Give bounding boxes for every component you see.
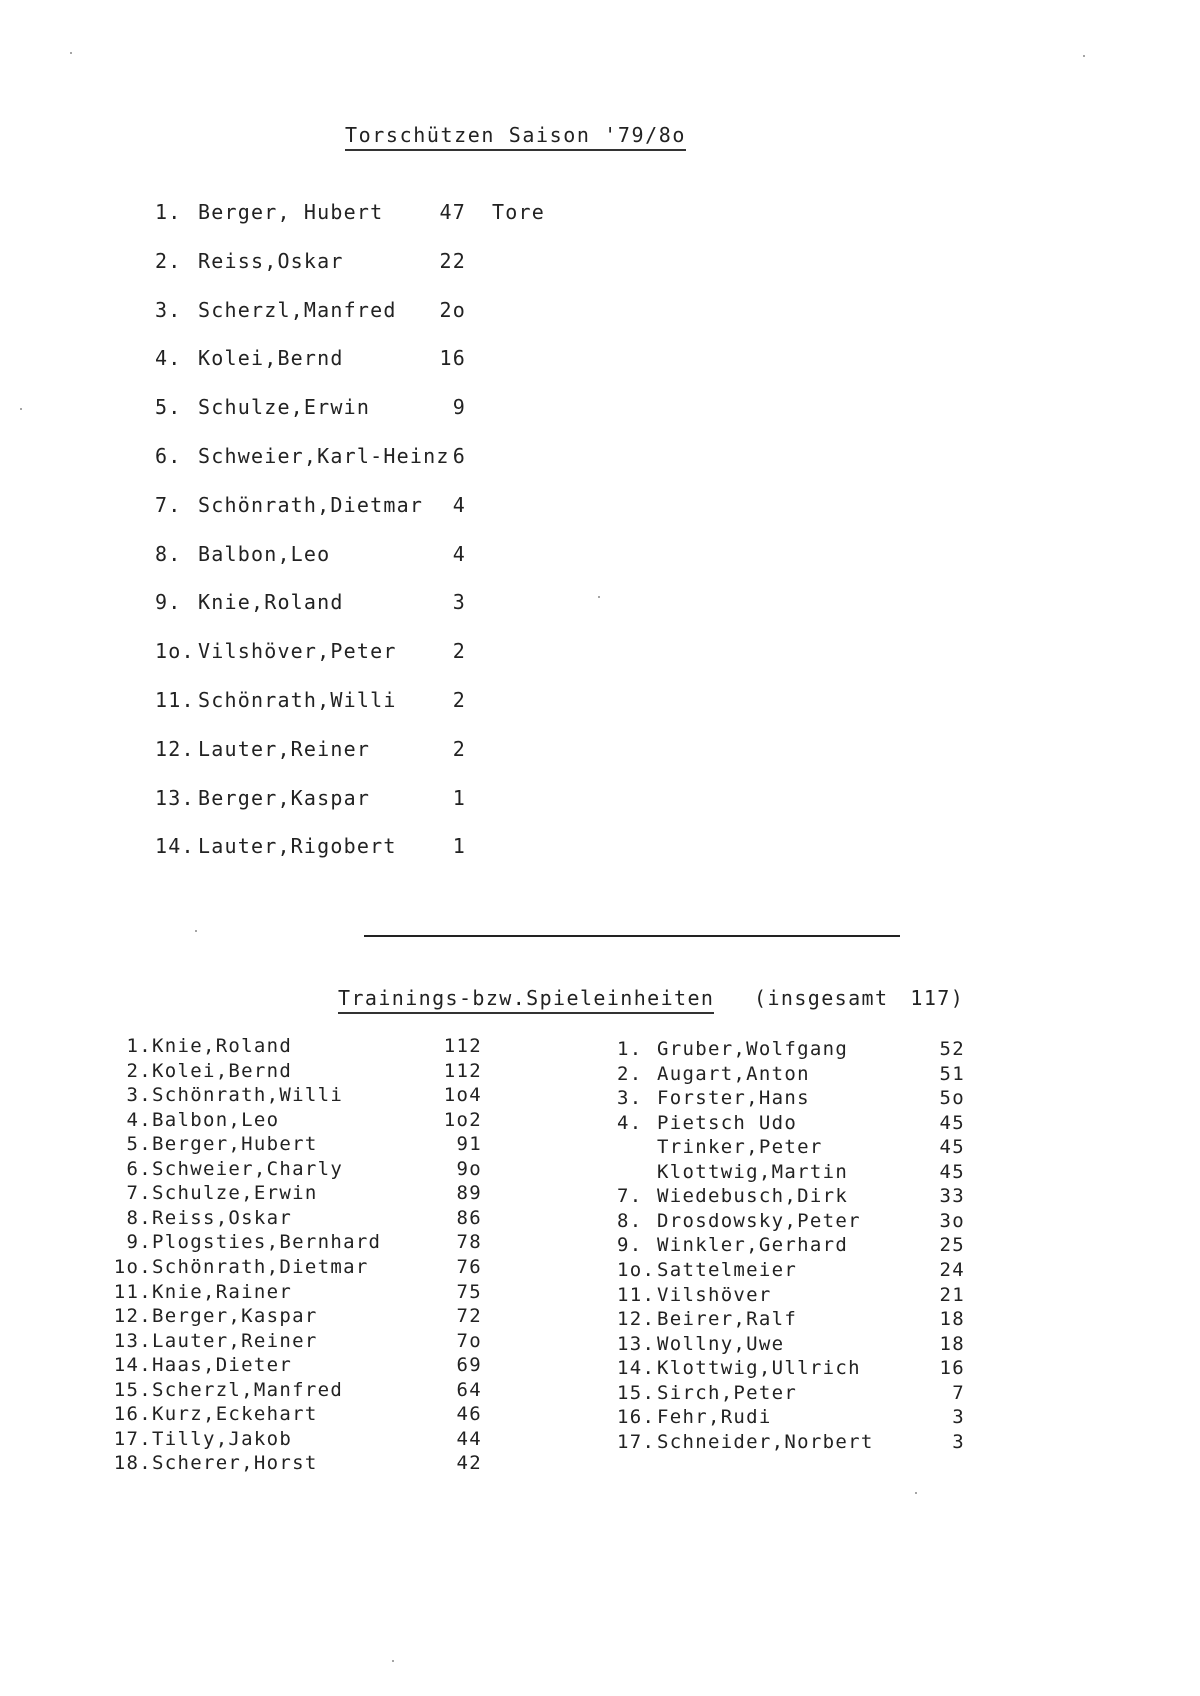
player-name: Knie,Roland — [198, 590, 344, 615]
rank-label: 7. — [155, 492, 182, 517]
player-value: 3o — [939, 1209, 965, 1232]
training-total-value: 117) — [910, 986, 965, 1010]
rank-label: 4. — [617, 1111, 643, 1134]
player-name: Schweier,Charly — [152, 1157, 344, 1180]
player-value: 9o — [456, 1157, 482, 1180]
player-value: 2o — [439, 297, 466, 322]
player-name: Berger,Hubert — [152, 1133, 318, 1156]
player-value: 44 — [456, 1427, 482, 1450]
player-value: 3 — [952, 1406, 965, 1429]
player-name: Reiss,Oskar — [152, 1206, 293, 1229]
player-value: 1 — [452, 785, 466, 810]
rank-label: 2. — [155, 248, 182, 273]
rank-label: 5. — [126, 1133, 152, 1156]
rank-label: 2. — [126, 1059, 152, 1082]
player-value: 45 — [939, 1136, 965, 1159]
player-value: 9 — [452, 395, 466, 420]
player-value: 18 — [939, 1332, 965, 1355]
section-divider — [364, 935, 900, 937]
rank-label: 3. — [155, 297, 182, 322]
player-name: Augart,Anton — [657, 1062, 810, 1085]
player-name: Wiedebusch,Dirk — [657, 1185, 849, 1208]
player-value: 16 — [939, 1357, 965, 1380]
scan-speck — [598, 596, 600, 598]
rank-label: 7. — [126, 1182, 152, 1205]
player-name: Knie,Roland — [152, 1035, 293, 1057]
rank-label: 2. — [617, 1062, 643, 1085]
player-value: 18 — [939, 1308, 965, 1331]
rank-label: 1. — [126, 1035, 152, 1057]
rank-label: 12. — [617, 1308, 656, 1331]
player-value: 25 — [939, 1234, 965, 1257]
player-value: 1o4 — [443, 1084, 482, 1107]
player-value: 3 — [952, 1430, 965, 1453]
rank-label: 11. — [113, 1280, 152, 1303]
scan-speck — [915, 1492, 917, 1494]
player-value: 5o — [939, 1087, 965, 1110]
rank-label: 12. — [155, 736, 195, 761]
rank-label: 14. — [617, 1357, 656, 1380]
player-name: Lauter,Reiner — [152, 1329, 318, 1352]
player-value: 51 — [939, 1062, 965, 1085]
training-heading: Trainings-bzw.Spieleinheiten — [338, 986, 714, 1014]
player-name: Scherzl,Manfred — [198, 297, 397, 322]
player-name: Schneider,Norbert — [657, 1430, 874, 1453]
player-name: Scherer,Horst — [152, 1452, 318, 1475]
player-value: 69 — [456, 1354, 482, 1377]
player-name: Trinker,Peter — [657, 1136, 823, 1159]
rank-label: 1o. — [113, 1255, 152, 1278]
player-name: Lauter,Rigobert — [198, 834, 397, 859]
scan-speck — [20, 408, 22, 410]
player-value: 112 — [443, 1059, 482, 1082]
player-name: Kurz,Eckehart — [152, 1403, 318, 1426]
rank-label: 17. — [617, 1430, 656, 1453]
player-name: Vilshöver — [657, 1283, 772, 1306]
player-value: 33 — [939, 1185, 965, 1208]
player-name: Schönrath,Dietmar — [198, 492, 424, 517]
player-value: 22 — [439, 248, 466, 273]
player-value: 2 — [452, 736, 466, 761]
player-name: Drosdowsky,Peter — [657, 1209, 861, 1232]
rank-label: 15. — [617, 1381, 656, 1404]
goal-scorers-title: Torschützen Saison '79/8o — [345, 123, 686, 151]
player-value: 4 — [452, 541, 466, 566]
player-value: 3 — [452, 590, 466, 615]
player-value: 72 — [456, 1305, 482, 1328]
player-value: 24 — [939, 1258, 965, 1281]
player-name: Berger,Kaspar — [152, 1305, 318, 1328]
player-value: 46 — [456, 1403, 482, 1426]
player-name: Schweier,Karl-Heinz — [198, 444, 450, 468]
rank-label: 16. — [113, 1403, 152, 1426]
player-name: Balbon,Leo — [152, 1108, 280, 1131]
player-name: Lauter,Reiner — [198, 736, 371, 761]
player-value: 2 — [452, 688, 466, 712]
training-total — [754, 986, 964, 1010]
rank-label: 3. — [126, 1084, 152, 1107]
rank-label: 11. — [155, 688, 195, 712]
rank-label: 14. — [113, 1354, 152, 1377]
rank-label: 15. — [113, 1378, 152, 1401]
player-name: Balbon,Leo — [198, 541, 331, 566]
rank-label: 13. — [617, 1332, 656, 1355]
player-name: Gruber,Wolfgang — [657, 1038, 849, 1060]
player-value: 7 — [952, 1381, 965, 1404]
rank-label: 5. — [155, 395, 182, 420]
player-value: 1o2 — [443, 1108, 482, 1131]
rank-label: 8. — [155, 541, 182, 566]
player-name: Sattelmeier — [657, 1258, 798, 1281]
rank-label: 17. — [113, 1427, 152, 1450]
player-name: Plogsties,Bernhard — [152, 1231, 382, 1254]
rank-label: 18. — [113, 1452, 152, 1475]
player-value: 6 — [452, 444, 466, 468]
player-name: Schönrath,Willi — [152, 1084, 344, 1107]
player-value: 45 — [939, 1160, 965, 1183]
player-value: 21 — [939, 1283, 965, 1306]
player-name: Berger, Hubert — [198, 200, 384, 224]
player-name: Scherzl,Manfred — [152, 1378, 344, 1401]
player-name: Sirch,Peter — [657, 1381, 798, 1404]
rank-label: 16. — [617, 1406, 656, 1429]
scan-speck — [1083, 55, 1085, 57]
player-name: Klottwig,Martin — [657, 1160, 849, 1183]
player-value: 45 — [939, 1111, 965, 1134]
player-name: Schulze,Erwin — [198, 395, 371, 420]
player-name: Klottwig,Ullrich — [657, 1357, 861, 1380]
player-value: 1 — [452, 834, 466, 859]
rank-label: 3. — [617, 1087, 643, 1110]
rank-label: 14. — [155, 834, 195, 859]
rank-label: 7. — [617, 1185, 643, 1208]
player-value: 16 — [439, 346, 466, 371]
rank-label: 8. — [126, 1206, 152, 1229]
player-name: Kolei,Bernd — [152, 1059, 293, 1082]
scan-speck — [70, 52, 72, 54]
player-name: Schönrath,Dietmar — [152, 1255, 369, 1278]
rank-label: 9. — [617, 1234, 643, 1257]
player-value: 76 — [456, 1255, 482, 1278]
player-name: Vilshöver,Peter — [198, 639, 397, 664]
player-name: Forster,Hans — [657, 1087, 810, 1110]
player-name: Schönrath,Willi — [198, 688, 397, 712]
player-value: 75 — [456, 1280, 482, 1303]
rank-label: 13. — [113, 1329, 152, 1352]
unit-label: Tore — [492, 200, 545, 224]
player-value: 52 — [939, 1038, 965, 1060]
player-name: Kolei,Bernd — [198, 346, 344, 371]
player-name: Haas,Dieter — [152, 1354, 293, 1377]
rank-label: 1. — [617, 1038, 643, 1060]
player-value: 7o — [456, 1329, 482, 1352]
player-value: 78 — [456, 1231, 482, 1254]
rank-label: 1o. — [617, 1258, 656, 1281]
player-name: Beirer,Ralf — [657, 1308, 798, 1331]
scan-speck — [195, 930, 197, 932]
rank-label: 13. — [155, 785, 195, 810]
rank-label: 1. — [155, 200, 182, 224]
rank-label: 6. — [155, 444, 182, 468]
rank-label: 9. — [155, 590, 182, 615]
rank-label: 9. — [126, 1231, 152, 1254]
rank-label: 6. — [126, 1157, 152, 1180]
player-name: Berger,Kaspar — [198, 785, 371, 810]
player-name: Fehr,Rudi — [657, 1406, 772, 1429]
player-name: Schulze,Erwin — [152, 1182, 318, 1205]
player-value: 112 — [443, 1035, 482, 1057]
player-name: Reiss,Oskar — [198, 248, 344, 273]
rank-label: 8. — [617, 1209, 643, 1232]
scan-speck — [392, 1660, 394, 1662]
player-value: 86 — [456, 1206, 482, 1229]
rank-label: 12. — [113, 1305, 152, 1328]
rank-label: 1o. — [155, 639, 195, 664]
rank-label: 11. — [617, 1283, 656, 1306]
player-value: 2 — [452, 639, 466, 664]
training-total-label: (insgesamt — [754, 986, 889, 1010]
player-name: Pietsch Udo — [657, 1111, 798, 1134]
player-value: 89 — [456, 1182, 482, 1205]
rank-label: 4. — [126, 1108, 152, 1131]
player-value: 42 — [456, 1452, 482, 1475]
rank-label: 4. — [155, 346, 182, 371]
player-value: 64 — [456, 1378, 482, 1401]
player-value: 47 — [439, 200, 466, 224]
player-name: Tilly,Jakob — [152, 1427, 293, 1450]
player-name: Winkler,Gerhard — [657, 1234, 849, 1257]
player-name: Knie,Rainer — [152, 1280, 293, 1303]
player-value: 91 — [456, 1133, 482, 1156]
player-value: 4 — [452, 492, 466, 517]
player-name: Wollny,Uwe — [657, 1332, 785, 1355]
